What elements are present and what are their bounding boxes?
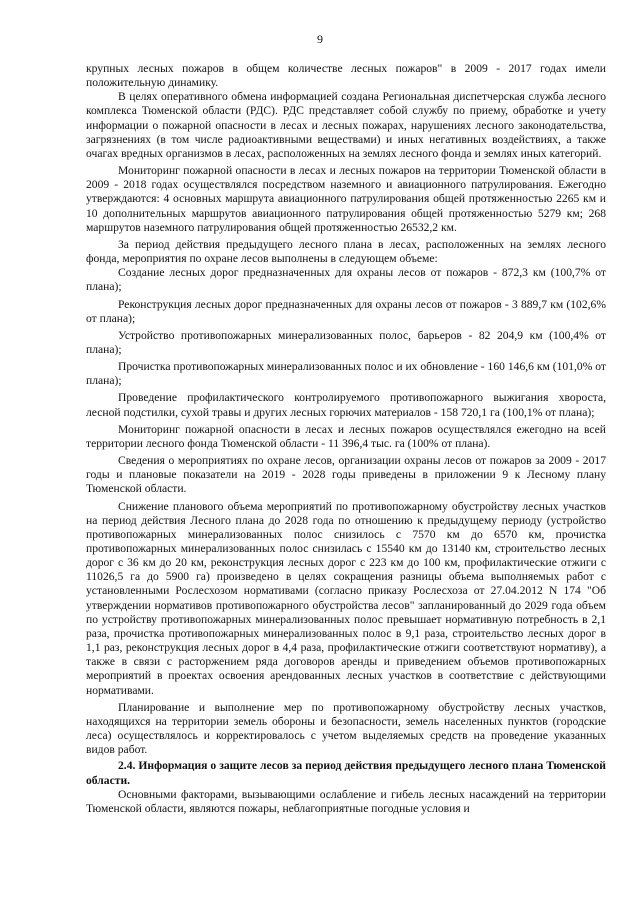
section-heading: 2.4. Информация о защите лесов за период действия предыдущего лесного плана Тюменской области. <box>86 759 606 787</box>
paragraph-continuation: крупных лесных пожаров в общем количестве лесных пожаров" в 2009 - 2017 годах имели положительную динамику. <box>86 62 606 90</box>
paragraph-planning-defense-lands: Планирование и выполнение мер по противопожарному обустройству лесных участков, находящихся на территории земель обороны и безопасности, земель населенных пунктов (городские леса) осуществлялось и корректировалось с учетом выделяемых средств на проведение указанных видов работ. <box>86 700 606 757</box>
document-body <box>86 62 606 816</box>
list-item-road-creation: Создание лесных дорог предназначенных для охраны лесов от пожаров - 872,3 км (100,7% от плана); <box>86 266 606 294</box>
paragraph-monitoring-patrol: Мониторинг пожарной опасности в лесах и лесных пожаров на территории Тюменской области в 2009 - 2018 годах осуществлялся посредством наземного и авиационного патрулирования. Ежегодно утверждаются: 4 основных маршрута авиационного патрулирования общей протяженностью 2265 км и 10 дополнительных маршрутов авиационного патрулирования общей протяженностью 5279 км; 268 маршрутов наземного патрулирования общей протяженностью 26532,2 км. <box>86 164 606 234</box>
paragraph-factors: Основными факторами, вызывающими ослабление и гибель лесных насаждений на территории Тюменской области, являются пожары, неблагоприятные погодные условия и <box>86 787 606 815</box>
paragraph-rds: В целях оперативного обмена информацией создана Региональная диспетчерская служба лесного комплекса Тюменской области (РДС). РДС представляет собой службу по приему, обработке и учету информации о пожарной опасности в лесах и лесных пожарах, нарушениях лесного законодательства, загрязнениях (в том числе радиоактивными веществами) и иных негативных воздействиях, а также очагах вредных организмов в лесах, расположенных на землях лесного фонда и землях иных категорий. <box>86 90 606 160</box>
list-item-fire-monitoring: Мониторинг пожарной опасности в лесах и лесных пожаров осуществлялся ежегодно на всей территории лесного фонда Тюменской области - 11 396,4 тыс. га (100% от плана). <box>86 422 606 450</box>
page-number: 9 <box>317 32 323 46</box>
list-item-road-reconstruction: Реконструкция лесных дорог предназначенных для охраны лесов от пожаров - 3 889,7 км (102,6% от плана); <box>86 297 606 325</box>
list-item-controlled-burning: Проведение профилактического контролируемого противопожарного выжигания хвороста, лесной подстилки, сухой травы и других лесных горючих материалов - 158 720,1 га (100,1% от плана); <box>86 391 606 419</box>
paragraph-appendix-reference: Сведения о мероприятиях по охране лесов, организации охраны лесов от пожаров за 2009 - 2017 годы и плановые показатели на 2019 - 2028 годы приведены в приложении 9 к Лесному плану Тюменской области. <box>86 454 606 496</box>
list-item-strip-clearing: Прочистка противопожарных минерализованных полос и их обновление - 160 146,6 км (101,0% от плана); <box>86 360 606 388</box>
paragraph-period-summary: За период действия предыдущего лесного плана в лесах, расположенных на землях лесного фонда, мероприятия по охране лесов выполнены в следующем объеме: <box>86 237 606 266</box>
paragraph-volume-reduction: Снижение планового объема мероприятий по противопожарному обустройству лесных участков на период действия Лесного плана до 2028 года по отношению к предыдущему периоду (устройство противопожарных минерализованных полос снизилось с 7570 км до 6570 км, прочистка противопожарных минерализованных полос снизилась с 15540 км до 13140 км, строительство лесных дорог с 36 км до 20 км, реконструкция лесных дорог с 223 км до 100 км, профилактические отжиги с 11026,5 га до 5900 га) произведено в целях сокращения разницы объема выполняемых работ с установленными Рослесхозом нормативами (согласно приказу Рослесхоза от 27.04.2012 N 174 "Об утверждении нормативов противопожарного обустройства лесов" запланированный до 2029 года объем по устройству противопожарных минерализованных полос превышает нормативную потребность в 2,1 раза, прочистка противопожарных минерализованных полос в 9,1 раза, строительство лесных дорог в 1,1 раз, реконструкция лесных дорог в 4,4 раза, профилактические отжиги соответствуют нормативу), а также в связи с расторжением ряда договоров аренды и приведением объемов противопожарных мероприятий в проектах освоения арендованных лесных участков в соответствие с действующими нормативами. <box>86 499 606 697</box>
list-item-fire-strips: Устройство противопожарных минерализованных полос, барьеров - 82 204,9 км (100,4% от плана); <box>86 328 606 356</box>
